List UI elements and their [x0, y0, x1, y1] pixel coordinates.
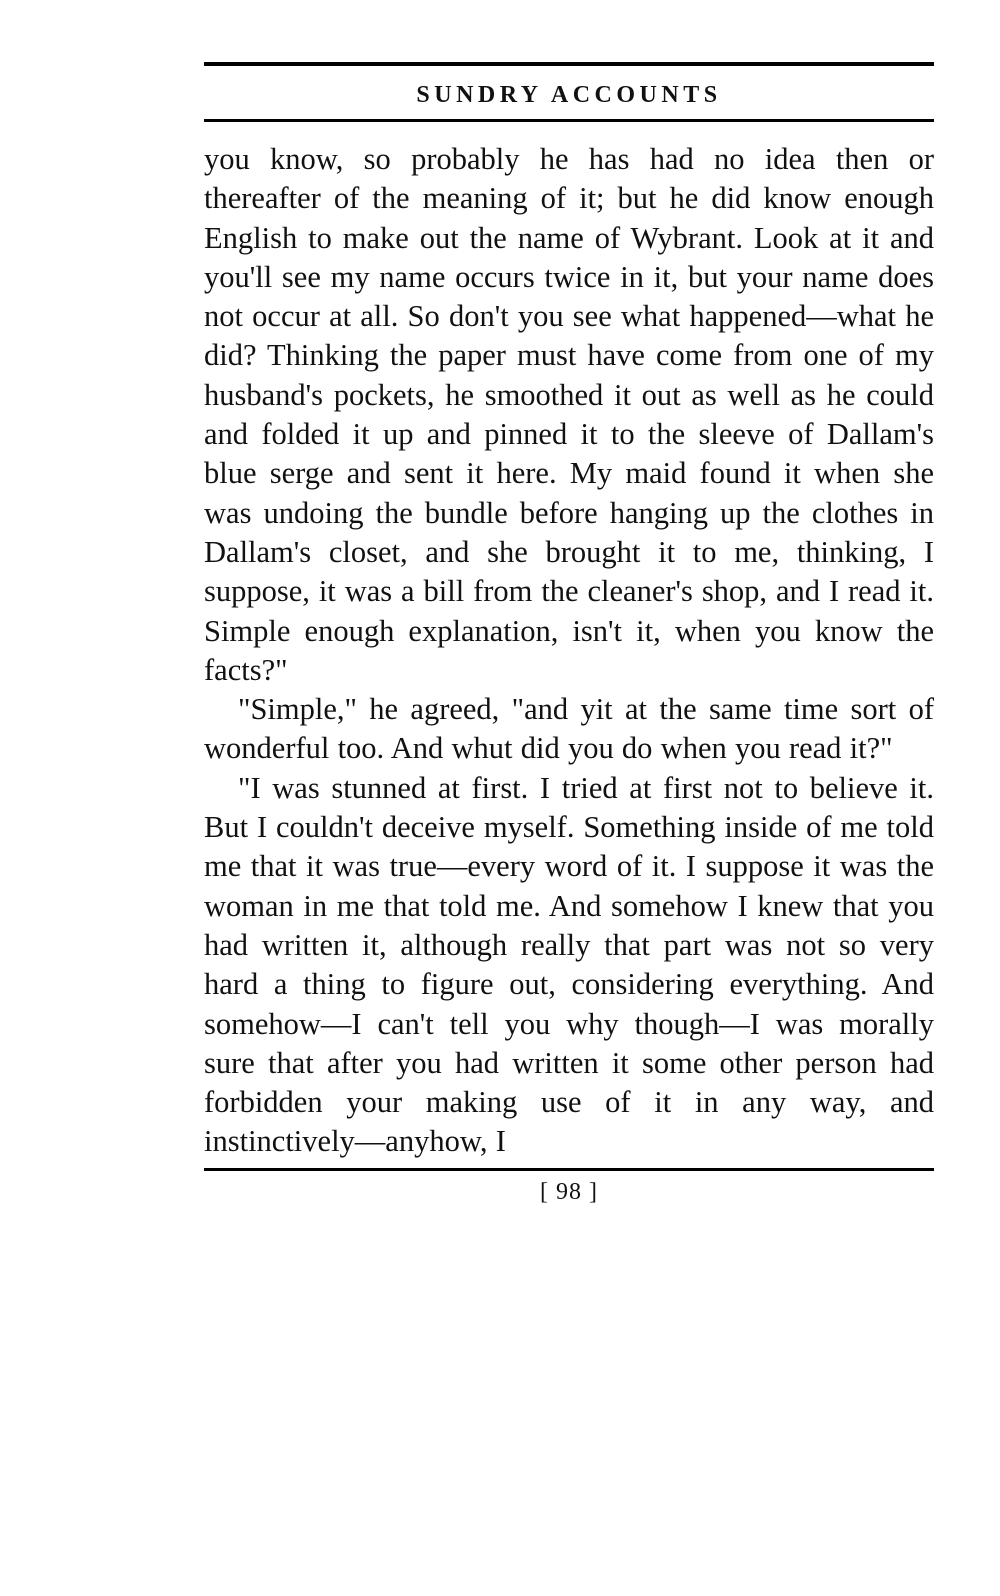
- header-rule-bottom: [204, 119, 934, 122]
- running-head: SUNDRY ACCOUNTS: [416, 82, 722, 108]
- page-content: [204, 62, 934, 1206]
- paragraph: "I was stunned at first. I tried at first not to believe it. But I couldn't deceive myself. Something inside of me told me that it was true—every word of it. I suppose it was the woman in me that told me. And somehow I knew that you had written it, although really that part was not so very hard a thing to figure out, considering everything. And somehow—I can't tell you why though—I was morally sure that after you had written it some other person had forbidden your making use of it in any way, and instinctively—anyhow, I: [204, 770, 934, 1159]
- paragraph: you know, so probably he has had no idea then or thereafter of the meaning of it; but he did know enough English to make out the name of Wybrant. Look at it and you'll see my name occurs twice in it, but your name does not occur at all. So don't you see what happened—what he did? Thinking the paper must have come from one of my husband's pockets, he smoothed it out as well as he could and folded it up and pinned it to the sleeve of Dallam's blue serge and sent it here. My maid found it when she was undoing the bundle before hanging up the clothes in Dallam's closet, and she brought it to me, thinking, I suppose, it was a bill from the cleaner's shop, and I read it. Simple enough explanation, isn't it, when you know the facts?": [204, 142, 934, 687]
- body-text: [204, 140, 934, 1162]
- page-number: [ 98 ]: [540, 1178, 598, 1205]
- paragraph: "Simple," he agreed, "and yit at the same time sort of wonderful too. And whut did you do when you read it?": [204, 692, 934, 766]
